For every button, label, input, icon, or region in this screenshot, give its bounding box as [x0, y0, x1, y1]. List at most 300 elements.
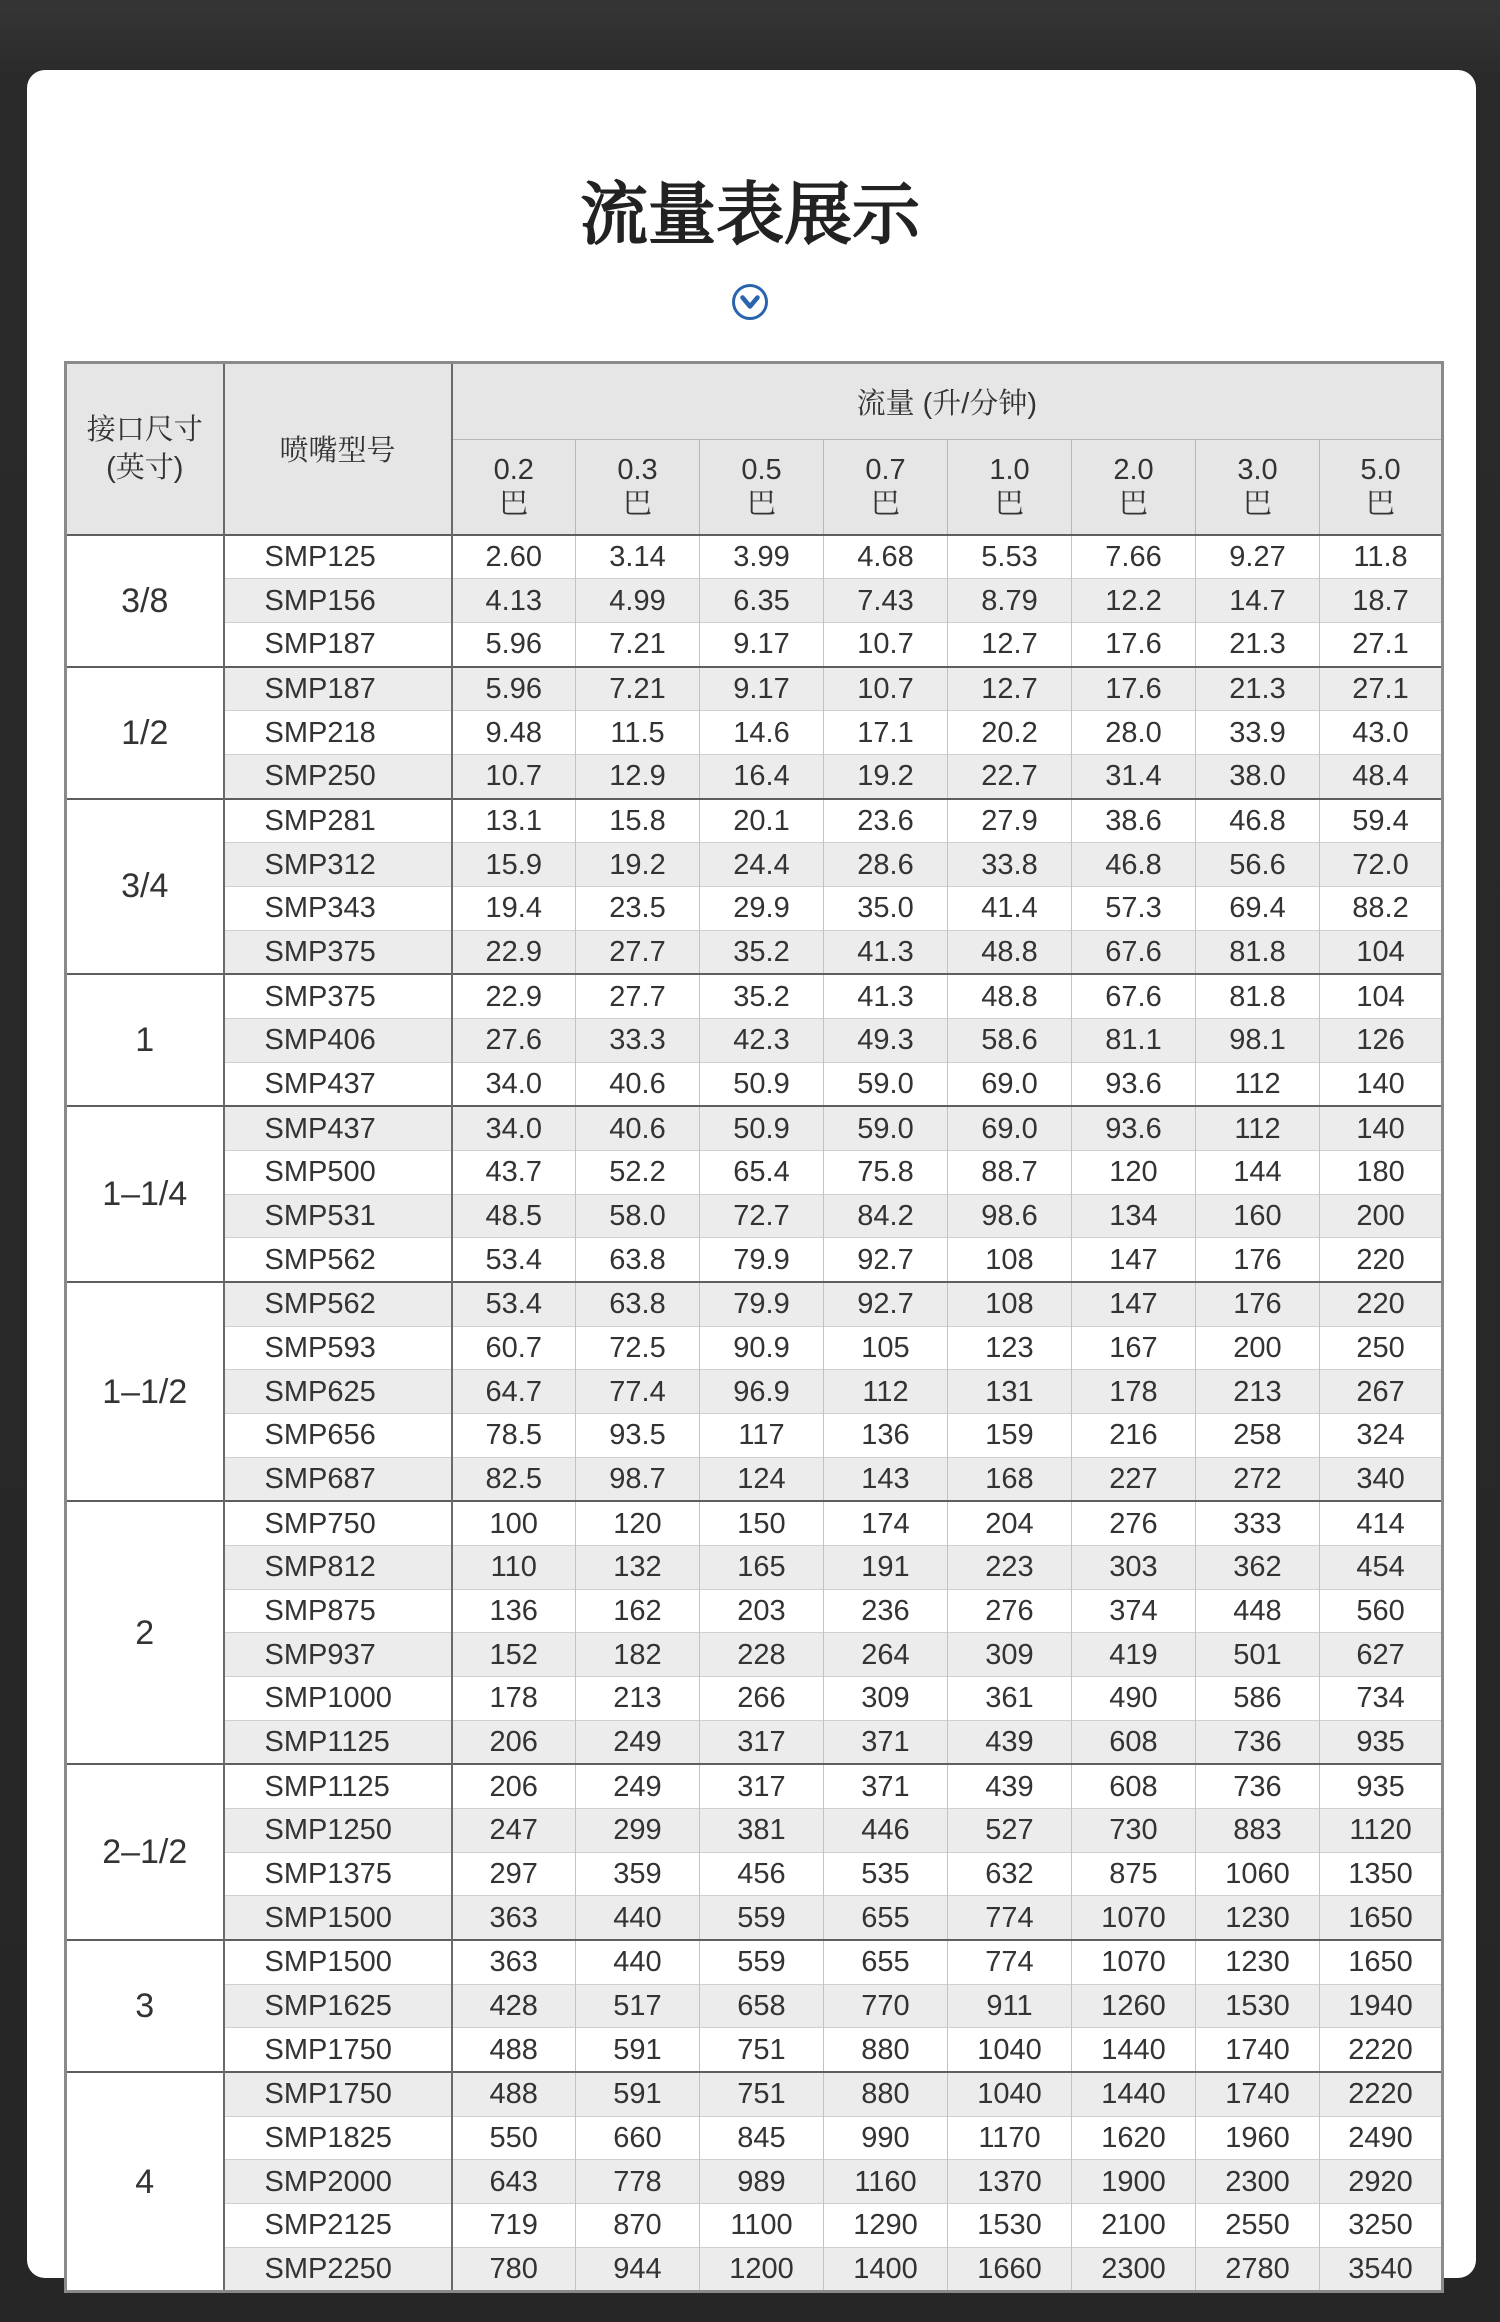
flow-value-cell: 2.60 — [452, 535, 576, 579]
flow-value-cell: 110 — [452, 1545, 576, 1589]
header-connection-size-unit: (英寸) — [106, 451, 184, 484]
flow-value-cell: 517 — [576, 1984, 700, 2028]
table-row — [66, 1370, 1443, 1414]
table-row — [66, 1106, 1443, 1150]
pressure-value: 0.2 — [493, 453, 534, 486]
flow-value-cell: 40.6 — [576, 1062, 700, 1106]
flow-value-cell: 1160 — [824, 2160, 948, 2204]
flow-value-cell: 136 — [824, 1413, 948, 1457]
model-cell: SMP1750 — [224, 2028, 452, 2072]
model-cell: SMP1375 — [224, 1852, 452, 1896]
table-row — [66, 1720, 1443, 1764]
flow-value-cell: 69.4 — [1196, 886, 1320, 930]
flow-value-cell: 35.2 — [700, 930, 824, 974]
flow-value-cell: 258 — [1196, 1413, 1320, 1457]
pressure-unit: 巴 — [870, 487, 900, 520]
flow-value-cell: 736 — [1196, 1764, 1320, 1808]
table-row — [66, 2160, 1443, 2204]
flow-value-cell: 46.8 — [1196, 799, 1320, 843]
table-row — [66, 1896, 1443, 1940]
flow-value-cell: 220 — [1320, 1282, 1443, 1326]
flow-value-cell: 67.6 — [1072, 930, 1196, 974]
page-title: 流量表展示 — [579, 177, 920, 253]
flow-value-cell: 9.27 — [1196, 535, 1320, 579]
flow-value-cell: 50.9 — [700, 1106, 824, 1150]
flow-value-cell: 81.1 — [1072, 1018, 1196, 1062]
flow-value-cell: 67.6 — [1072, 974, 1196, 1018]
flow-value-cell: 48.5 — [452, 1194, 576, 1238]
flow-value-cell: 48.8 — [948, 974, 1072, 1018]
flow-value-cell: 1440 — [1072, 2072, 1196, 2116]
flow-value-cell: 213 — [576, 1676, 700, 1720]
size-cell: 3/4 — [66, 799, 224, 975]
flow-value-cell: 33.8 — [948, 843, 1072, 887]
flow-value-cell: 381 — [700, 1808, 824, 1852]
flow-value-cell: 15.8 — [576, 799, 700, 843]
flow-value-cell: 883 — [1196, 1808, 1320, 1852]
flow-value-cell: 22.9 — [452, 930, 576, 974]
flow-value-cell: 159 — [948, 1413, 1072, 1457]
flow-value-cell: 559 — [700, 1896, 824, 1940]
table-row — [66, 2116, 1443, 2160]
flow-value-cell: 1660 — [948, 2247, 1072, 2292]
table-row — [66, 2247, 1443, 2292]
header-pressure — [948, 440, 1072, 535]
table-row — [66, 1413, 1443, 1457]
flow-value-cell: 120 — [1072, 1150, 1196, 1194]
size-cell: 3 — [66, 1940, 224, 2072]
flow-value-cell: 1940 — [1320, 1984, 1443, 2028]
flow-value-cell: 72.7 — [700, 1194, 824, 1238]
model-cell: SMP281 — [224, 799, 452, 843]
model-cell: SMP875 — [224, 1589, 452, 1633]
table-row — [66, 1018, 1443, 1062]
flow-value-cell: 35.2 — [700, 974, 824, 1018]
flow-value-cell: 43.7 — [452, 1150, 576, 1194]
flow-value-cell: 1740 — [1196, 2072, 1320, 2116]
flow-value-cell: 632 — [948, 1852, 1072, 1896]
table-row — [66, 667, 1443, 711]
table-row — [66, 622, 1443, 666]
model-cell: SMP437 — [224, 1106, 452, 1150]
size-cell: 1–1/4 — [66, 1106, 224, 1282]
flow-value-cell: 276 — [948, 1589, 1072, 1633]
flow-value-cell: 144 — [1196, 1150, 1320, 1194]
flow-value-cell: 69.0 — [948, 1106, 1072, 1150]
pressure-unit: 巴 — [994, 487, 1024, 520]
flow-value-cell: 249 — [576, 1764, 700, 1808]
flow-value-cell: 40.6 — [576, 1106, 700, 1150]
flow-value-cell: 92.7 — [824, 1238, 948, 1282]
flow-value-cell: 730 — [1072, 1808, 1196, 1852]
flow-value-cell: 18.7 — [1320, 579, 1443, 623]
flow-value-cell: 78.5 — [452, 1413, 576, 1457]
flow-value-cell: 43.0 — [1320, 711, 1443, 755]
flow-value-cell: 108 — [948, 1282, 1072, 1326]
flow-value-cell: 736 — [1196, 1720, 1320, 1764]
flow-value-cell: 2550 — [1196, 2204, 1320, 2248]
flow-value-cell: 140 — [1320, 1062, 1443, 1106]
flow-value-cell: 236 — [824, 1589, 948, 1633]
flow-value-cell: 1960 — [1196, 2116, 1320, 2160]
flow-value-cell: 104 — [1320, 974, 1443, 1018]
model-cell: SMP1250 — [224, 1808, 452, 1852]
flow-rate-table-body — [66, 535, 1443, 2292]
table-row — [66, 1633, 1443, 1677]
flow-value-cell: 17.6 — [1072, 622, 1196, 666]
flow-value-cell: 124 — [700, 1457, 824, 1501]
flow-value-cell: 780 — [452, 2247, 576, 2292]
flow-value-cell: 206 — [452, 1764, 576, 1808]
flow-value-cell: 220 — [1320, 1238, 1443, 1282]
header-connection-size-label: 接口尺寸 — [86, 413, 203, 446]
flow-value-cell: 75.8 — [824, 1150, 948, 1194]
flow-value-cell: 29.9 — [700, 886, 824, 930]
table-row — [66, 2028, 1443, 2072]
flow-value-cell: 324 — [1320, 1413, 1443, 1457]
flow-value-cell: 608 — [1072, 1720, 1196, 1764]
flow-value-cell: 15.9 — [452, 843, 576, 887]
flow-value-cell: 24.4 — [700, 843, 824, 887]
flow-value-cell: 41.3 — [824, 974, 948, 1018]
flow-value-cell: 5.53 — [948, 535, 1072, 579]
flow-value-cell: 655 — [824, 1940, 948, 1984]
flow-value-cell: 98.7 — [576, 1457, 700, 1501]
header-pressure — [1072, 440, 1196, 535]
flow-value-cell: 63.8 — [576, 1238, 700, 1282]
flow-value-cell: 46.8 — [1072, 843, 1196, 887]
flow-value-cell: 4.13 — [452, 579, 576, 623]
flow-value-cell: 454 — [1320, 1545, 1443, 1589]
flow-value-cell: 10.7 — [452, 754, 576, 798]
flow-value-cell: 944 — [576, 2247, 700, 2292]
model-cell: SMP375 — [224, 930, 452, 974]
flow-value-cell: 38.0 — [1196, 754, 1320, 798]
flow-value-cell: 9.48 — [452, 711, 576, 755]
flow-value-cell: 53.4 — [452, 1238, 576, 1282]
flow-value-cell: 19.2 — [824, 754, 948, 798]
flow-value-cell: 643 — [452, 2160, 576, 2204]
flow-value-cell: 147 — [1072, 1282, 1196, 1326]
flow-value-cell: 21.3 — [1196, 667, 1320, 711]
flow-value-cell: 58.6 — [948, 1018, 1072, 1062]
flow-value-cell: 20.1 — [700, 799, 824, 843]
flow-value-cell: 228 — [700, 1633, 824, 1677]
flow-value-cell: 35.0 — [824, 886, 948, 930]
flow-value-cell: 1740 — [1196, 2028, 1320, 2072]
model-cell: SMP1625 — [224, 1984, 452, 2028]
flow-value-cell: 267 — [1320, 1370, 1443, 1414]
flow-value-cell: 88.7 — [948, 1150, 1072, 1194]
flow-value-cell: 136 — [452, 1589, 576, 1633]
flow-value-cell: 371 — [824, 1720, 948, 1764]
flow-value-cell: 100 — [452, 1501, 576, 1545]
flow-value-cell: 11.5 — [576, 711, 700, 755]
flow-value-cell: 7.66 — [1072, 535, 1196, 579]
flow-value-cell: 12.7 — [948, 667, 1072, 711]
flow-value-cell: 126 — [1320, 1018, 1443, 1062]
flow-value-cell: 10.7 — [824, 622, 948, 666]
flow-value-cell: 362 — [1196, 1545, 1320, 1589]
flow-value-cell: 227 — [1072, 1457, 1196, 1501]
model-cell: SMP593 — [224, 1326, 452, 1370]
flow-value-cell: 250 — [1320, 1326, 1443, 1370]
flow-value-cell: 98.1 — [1196, 1018, 1320, 1062]
flow-value-cell: 140 — [1320, 1106, 1443, 1150]
flow-value-cell: 150 — [700, 1501, 824, 1545]
flow-value-cell: 12.2 — [1072, 579, 1196, 623]
flow-value-cell: 770 — [824, 1984, 948, 2028]
table-row — [66, 1282, 1443, 1326]
flow-value-cell: 734 — [1320, 1676, 1443, 1720]
flow-value-cell: 90.9 — [700, 1326, 824, 1370]
pressure-unit: 巴 — [1242, 487, 1272, 520]
flow-value-cell: 299 — [576, 1808, 700, 1852]
flow-value-cell: 58.0 — [576, 1194, 700, 1238]
flow-value-cell: 27.9 — [948, 799, 1072, 843]
flow-value-cell: 60.7 — [452, 1326, 576, 1370]
flow-value-cell: 22.7 — [948, 754, 1072, 798]
flow-value-cell: 560 — [1320, 1589, 1443, 1633]
model-cell: SMP750 — [224, 1501, 452, 1545]
header-pressure — [700, 440, 824, 535]
model-cell: SMP812 — [224, 1545, 452, 1589]
flow-value-cell: 488 — [452, 2072, 576, 2116]
flow-value-cell: 112 — [1196, 1062, 1320, 1106]
flow-value-cell: 77.4 — [576, 1370, 700, 1414]
flow-value-cell: 165 — [700, 1545, 824, 1589]
flow-value-cell: 1400 — [824, 2247, 948, 2292]
table-row — [66, 930, 1443, 974]
flow-value-cell: 3.14 — [576, 535, 700, 579]
flow-value-cell: 778 — [576, 2160, 700, 2204]
pressure-value: 5.0 — [1360, 453, 1401, 486]
flow-value-cell: 72.0 — [1320, 843, 1443, 887]
size-cell: 1 — [66, 974, 224, 1106]
table-row — [66, 754, 1443, 798]
flow-value-cell: 527 — [948, 1808, 1072, 1852]
flow-value-cell: 11.8 — [1320, 535, 1443, 579]
flow-value-cell: 272 — [1196, 1457, 1320, 1501]
flow-value-cell: 333 — [1196, 1501, 1320, 1545]
flow-value-cell: 180 — [1320, 1150, 1443, 1194]
pressure-unit: 巴 — [746, 487, 776, 520]
table-row — [66, 1194, 1443, 1238]
flow-value-cell: 2220 — [1320, 2028, 1443, 2072]
flow-value-cell: 59.0 — [824, 1062, 948, 1106]
table-row — [66, 1852, 1443, 1896]
flow-value-cell: 176 — [1196, 1238, 1320, 1282]
model-cell: SMP312 — [224, 843, 452, 887]
table-row — [66, 799, 1443, 843]
flow-value-cell: 203 — [700, 1589, 824, 1633]
pressure-unit: 巴 — [1366, 487, 1396, 520]
flow-value-cell: 14.7 — [1196, 579, 1320, 623]
flow-value-cell: 1370 — [948, 2160, 1072, 2204]
flow-value-cell: 247 — [452, 1808, 576, 1852]
flow-value-cell: 79.9 — [700, 1282, 824, 1326]
pressure-unit: 巴 — [1118, 487, 1148, 520]
table-row — [66, 2204, 1443, 2248]
flow-value-cell: 200 — [1196, 1326, 1320, 1370]
flow-value-cell: 1290 — [824, 2204, 948, 2248]
flow-value-cell: 655 — [824, 1896, 948, 1940]
table-row — [66, 711, 1443, 755]
flow-value-cell: 3540 — [1320, 2247, 1443, 2292]
header-connection-size — [66, 363, 224, 535]
flow-value-cell: 13.1 — [452, 799, 576, 843]
table-row — [66, 1940, 1443, 1984]
pressure-value: 0.3 — [617, 453, 658, 486]
flow-value-cell: 2920 — [1320, 2160, 1443, 2204]
flow-value-cell: 81.8 — [1196, 930, 1320, 974]
flow-value-cell: 120 — [576, 1501, 700, 1545]
flow-value-cell: 1440 — [1072, 2028, 1196, 2072]
model-cell: SMP625 — [224, 1370, 452, 1414]
model-cell: SMP187 — [224, 622, 452, 666]
flow-value-cell: 3250 — [1320, 2204, 1443, 2248]
flow-value-cell: 27.7 — [576, 974, 700, 1018]
flow-value-cell: 419 — [1072, 1633, 1196, 1677]
flow-value-cell: 911 — [948, 1984, 1072, 2028]
flow-value-cell: 3.99 — [700, 535, 824, 579]
flow-value-cell: 440 — [576, 1896, 700, 1940]
table-row — [66, 1457, 1443, 1501]
flow-value-cell: 27.1 — [1320, 667, 1443, 711]
table-row — [66, 1238, 1443, 1282]
flow-value-cell: 34.0 — [452, 1106, 576, 1150]
model-cell: SMP562 — [224, 1238, 452, 1282]
flow-value-cell: 1260 — [1072, 1984, 1196, 2028]
flow-value-cell: 2490 — [1320, 2116, 1443, 2160]
model-cell: SMP2000 — [224, 2160, 452, 2204]
flow-value-cell: 2780 — [1196, 2247, 1320, 2292]
flow-value-cell: 162 — [576, 1589, 700, 1633]
flow-value-cell: 935 — [1320, 1764, 1443, 1808]
flow-value-cell: 880 — [824, 2072, 948, 2116]
flow-value-cell: 182 — [576, 1633, 700, 1677]
flow-value-cell: 591 — [576, 2028, 700, 2072]
flow-value-cell: 27.1 — [1320, 622, 1443, 666]
flow-value-cell: 990 — [824, 2116, 948, 2160]
flow-value-cell: 448 — [1196, 1589, 1320, 1633]
flow-value-cell: 1060 — [1196, 1852, 1320, 1896]
flow-value-cell: 134 — [1072, 1194, 1196, 1238]
flow-value-cell: 33.3 — [576, 1018, 700, 1062]
flow-value-cell: 535 — [824, 1852, 948, 1896]
flow-value-cell: 559 — [700, 1940, 824, 1984]
pressure-value: 2.0 — [1113, 453, 1154, 486]
flow-value-cell: 5.96 — [452, 667, 576, 711]
flow-value-cell: 206 — [452, 1720, 576, 1764]
model-cell: SMP1500 — [224, 1940, 452, 1984]
flow-value-cell: 23.6 — [824, 799, 948, 843]
flow-value-cell: 96.9 — [700, 1370, 824, 1414]
flow-value-cell: 105 — [824, 1326, 948, 1370]
pressure-value: 0.5 — [741, 453, 782, 486]
flow-value-cell: 216 — [1072, 1413, 1196, 1457]
flow-value-cell: 93.5 — [576, 1413, 700, 1457]
pressure-value: 0.7 — [865, 453, 906, 486]
flow-value-cell: 4.99 — [576, 579, 700, 623]
model-cell: SMP406 — [224, 1018, 452, 1062]
flow-value-cell: 132 — [576, 1545, 700, 1589]
flow-value-cell: 374 — [1072, 1589, 1196, 1633]
flow-value-cell: 297 — [452, 1852, 576, 1896]
size-cell: 2 — [66, 1501, 224, 1764]
flow-value-cell: 1530 — [1196, 1984, 1320, 2028]
model-cell: SMP156 — [224, 579, 452, 623]
flow-value-cell: 276 — [1072, 1501, 1196, 1545]
flow-value-cell: 359 — [576, 1852, 700, 1896]
table-row — [66, 1062, 1443, 1106]
flow-value-cell: 608 — [1072, 1764, 1196, 1808]
table-row — [66, 1501, 1443, 1545]
table-row — [66, 1326, 1443, 1370]
header-pressure — [824, 440, 948, 535]
flow-value-cell: 2100 — [1072, 2204, 1196, 2248]
flow-value-cell: 152 — [452, 1633, 576, 1677]
size-cell: 2–1/2 — [66, 1764, 224, 1940]
table-row — [66, 1545, 1443, 1589]
flow-value-cell: 340 — [1320, 1457, 1443, 1501]
flow-value-cell: 72.5 — [576, 1326, 700, 1370]
flow-value-cell: 456 — [700, 1852, 824, 1896]
flow-value-cell: 317 — [700, 1720, 824, 1764]
flow-value-cell: 81.8 — [1196, 974, 1320, 1018]
flow-value-cell: 751 — [700, 2028, 824, 2072]
flow-value-cell: 439 — [948, 1764, 1072, 1808]
flow-value-cell: 53.4 — [452, 1282, 576, 1326]
flow-value-cell: 9.17 — [700, 667, 824, 711]
flow-value-cell: 5.96 — [452, 622, 576, 666]
flow-value-cell: 1650 — [1320, 1896, 1443, 1940]
flow-value-cell: 160 — [1196, 1194, 1320, 1238]
flow-value-cell: 1230 — [1196, 1940, 1320, 1984]
flow-value-cell: 50.9 — [700, 1062, 824, 1106]
flow-value-cell: 1230 — [1196, 1896, 1320, 1940]
flow-value-cell: 27.6 — [452, 1018, 576, 1062]
flow-value-cell: 168 — [948, 1457, 1072, 1501]
model-cell: SMP250 — [224, 754, 452, 798]
flow-value-cell: 10.7 — [824, 667, 948, 711]
flow-value-cell: 550 — [452, 2116, 576, 2160]
table-row — [66, 1984, 1443, 2028]
flow-value-cell: 41.3 — [824, 930, 948, 974]
flow-value-cell: 363 — [452, 1896, 576, 1940]
flow-value-cell: 34.0 — [452, 1062, 576, 1106]
table-row — [66, 1150, 1443, 1194]
flow-value-cell: 167 — [1072, 1326, 1196, 1370]
flow-value-cell: 501 — [1196, 1633, 1320, 1677]
flow-value-cell: 176 — [1196, 1282, 1320, 1326]
flow-value-cell: 31.4 — [1072, 754, 1196, 798]
flow-value-cell: 361 — [948, 1676, 1072, 1720]
flow-value-cell: 17.1 — [824, 711, 948, 755]
flow-value-cell: 1200 — [700, 2247, 824, 2292]
table-row — [66, 843, 1443, 887]
flow-value-cell: 1070 — [1072, 1896, 1196, 1940]
flow-value-cell: 774 — [948, 1940, 1072, 1984]
flow-value-cell: 7.43 — [824, 579, 948, 623]
flow-value-cell: 371 — [824, 1764, 948, 1808]
flow-value-cell: 12.7 — [948, 622, 1072, 666]
flow-value-cell: 303 — [1072, 1545, 1196, 1589]
flow-value-cell: 989 — [700, 2160, 824, 2204]
model-cell: SMP656 — [224, 1413, 452, 1457]
flow-value-cell: 21.3 — [1196, 622, 1320, 666]
flow-value-cell: 52.2 — [576, 1150, 700, 1194]
